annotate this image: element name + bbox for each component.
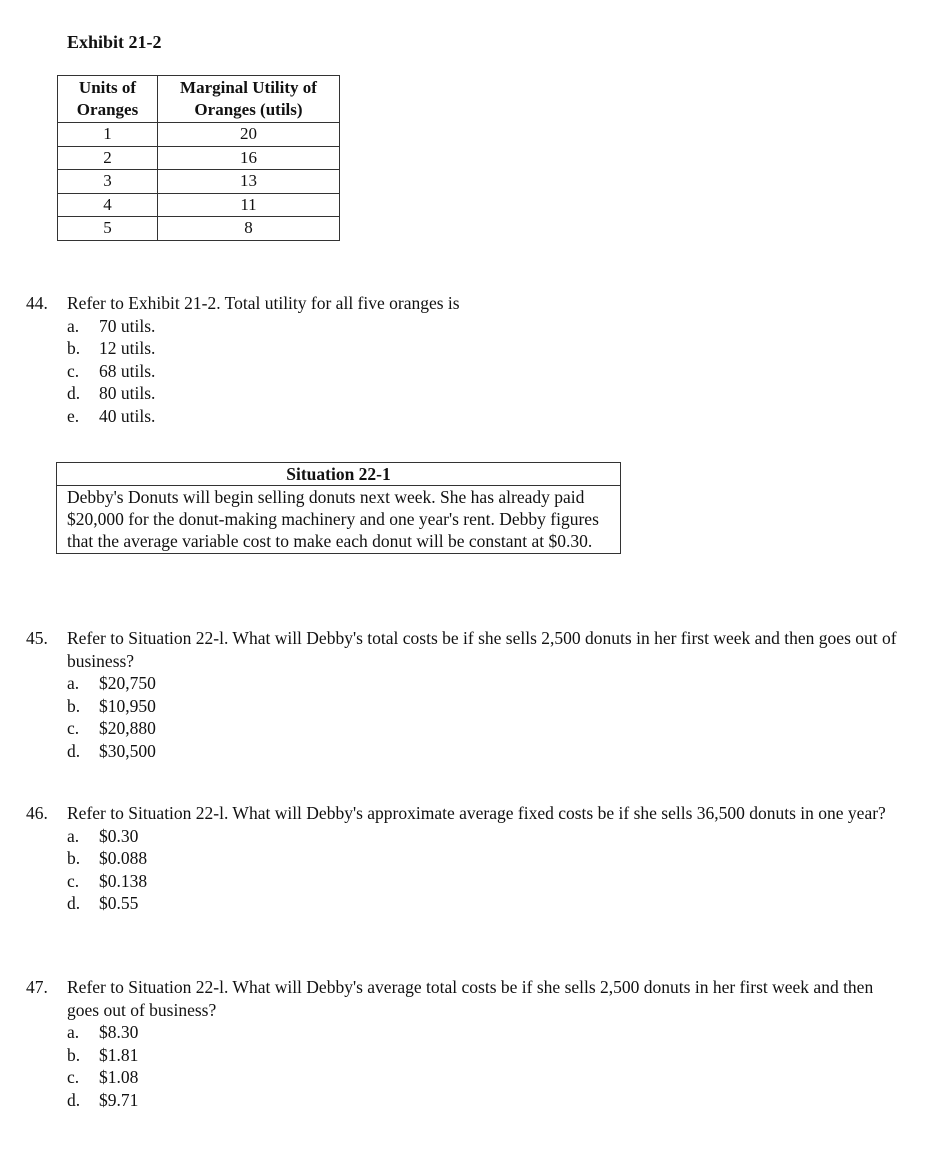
option-a (67, 1021, 906, 1044)
option-text: $20,880 (99, 718, 156, 738)
option-letter: c. (67, 870, 80, 891)
units-cell: 5 (58, 217, 158, 241)
units-cell: 2 (58, 146, 158, 170)
situation-title: Situation 22-1 (57, 463, 620, 486)
utility-cell: 20 (158, 123, 340, 147)
option-text: $8.30 (99, 1022, 139, 1042)
option-c (67, 1066, 906, 1089)
option-text: 70 utils. (99, 315, 156, 336)
option-b (67, 847, 906, 870)
question-45 (26, 627, 906, 762)
option-a (67, 825, 906, 848)
option-d (67, 382, 906, 405)
option-letter: d. (67, 740, 81, 761)
marginal-utility-header (158, 76, 340, 123)
option-b (67, 695, 906, 718)
marginal-utility-table (57, 75, 340, 241)
option-text: $0.55 (99, 893, 139, 913)
option-text: 68 utils. (99, 360, 156, 381)
option-text: $1.08 (99, 1067, 139, 1087)
question-number: 46. (26, 803, 48, 823)
option-text: $0.30 (99, 825, 139, 846)
question-text: Refer to Situation 22-l. What will Debby's average total costs be if she sells 2,500 donuts in her first week and then goes out of business? (67, 977, 874, 1020)
table-row (58, 146, 340, 170)
question-text: Refer to Exhibit 21-2. Total utility for all five oranges is (67, 293, 460, 313)
situation-body: Debby's Donuts will begin selling donuts next week. She has already paid $20,000 for the donut-making machinery and one year's rent. Debby figures that the average variable cost to make each donut will be constant at $0.30. (67, 487, 599, 552)
option-b (67, 1044, 906, 1067)
situation-box (56, 462, 621, 554)
option-letter: a. (67, 315, 80, 336)
option-letter: a. (67, 673, 80, 693)
option-d (67, 740, 906, 763)
question-number: 45. (26, 628, 48, 648)
units-header-line-2: Oranges (76, 100, 139, 119)
option-c (67, 717, 906, 740)
option-c (67, 870, 906, 893)
units-header (58, 76, 158, 123)
option-letter: d. (67, 1089, 81, 1110)
option-text: $1.81 (99, 1044, 139, 1065)
option-text: $0.088 (99, 848, 148, 868)
option-letter: d. (67, 383, 81, 403)
question-47 (26, 976, 906, 1111)
option-text: $10,950 (99, 695, 156, 716)
question-46 (26, 802, 906, 915)
option-text: $9.71 (99, 1089, 139, 1110)
option-b (67, 337, 906, 360)
option-letter: d. (67, 893, 81, 913)
option-text: $30,500 (99, 740, 156, 761)
utility-cell: 16 (158, 146, 340, 170)
table-row (58, 123, 340, 147)
question-text: Refer to Situation 22-l. What will Debby's total costs be if she sells 2,500 donuts in her first week and then goes out of business? (67, 628, 897, 671)
option-a (67, 315, 906, 338)
units-cell: 1 (58, 123, 158, 147)
option-letter: c. (67, 718, 80, 738)
table-row (58, 170, 340, 194)
table-header-row (58, 76, 340, 123)
units-cell: 3 (58, 170, 158, 194)
option-letter: a. (67, 825, 80, 846)
option-d (67, 892, 906, 915)
option-text: $20,750 (99, 673, 156, 693)
units-cell: 4 (58, 193, 158, 217)
mu-header-line-2: Oranges (utils) (194, 100, 303, 119)
question-number: 44. (26, 293, 48, 313)
question-text: Refer to Situation 22-l. What will Debby's approximate average fixed costs be if she sells 36,500 donuts in one year? (67, 803, 886, 823)
utility-cell: 13 (158, 170, 340, 194)
option-e (67, 405, 906, 428)
option-text: 40 utils. (99, 405, 156, 426)
option-text: $0.138 (99, 870, 148, 891)
exhibit-title: Exhibit 21-2 (67, 32, 162, 52)
utility-cell: 11 (158, 193, 340, 217)
mu-header-line-1: Marginal Utility of (180, 78, 317, 97)
option-letter: b. (67, 338, 81, 358)
option-letter: c. (67, 360, 80, 381)
option-letter: b. (67, 1044, 81, 1065)
table-row (58, 193, 340, 217)
units-header-line-1: Units of (78, 78, 137, 97)
option-text: 12 utils. (99, 338, 156, 358)
option-letter: e. (67, 405, 80, 426)
question-number: 47. (26, 977, 48, 997)
option-a (67, 672, 906, 695)
option-letter: c. (67, 1067, 80, 1087)
option-letter: b. (67, 695, 81, 716)
option-letter: b. (67, 848, 81, 868)
option-letter: a. (67, 1022, 80, 1042)
option-text: 80 utils. (99, 383, 156, 403)
utility-cell: 8 (158, 217, 340, 241)
option-d (67, 1089, 906, 1112)
option-c (67, 360, 906, 383)
table-row (58, 217, 340, 241)
question-44 (26, 292, 906, 427)
